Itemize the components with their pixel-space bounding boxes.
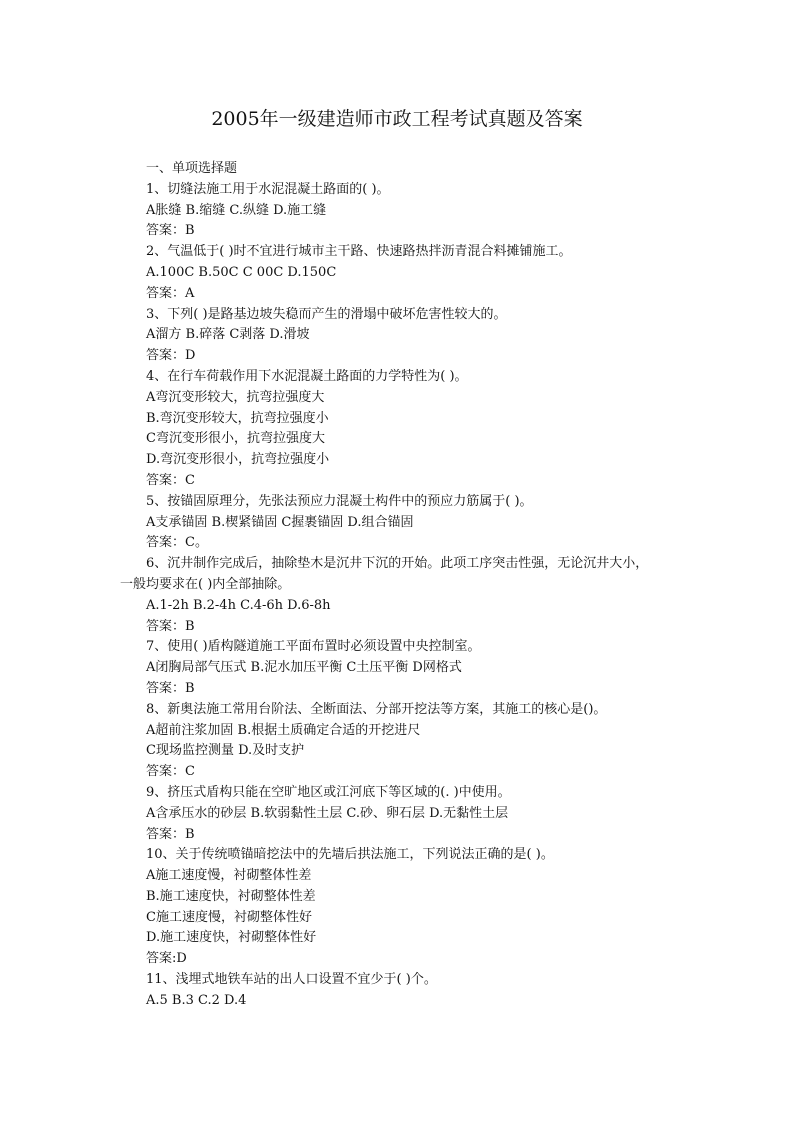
document-line: A.5 B.3 C.2 D.4 xyxy=(146,992,247,1008)
document-line: 答案:D xyxy=(146,951,187,967)
document-line: 1、切缝法施工用于水泥混凝土路面的( )。 xyxy=(146,181,390,197)
document-line: 答案：D xyxy=(146,348,196,364)
document-line: B.弯沉变形较大，抗弯拉强度小 xyxy=(146,410,329,426)
document-line: 9、挤压式盾构只能在空旷地区或江河底下等区域的(. )中使用。 xyxy=(146,784,511,800)
document-line: A.1-2h B.2-4h C.4-6h D.6-8h xyxy=(146,597,331,613)
document-line: 答案：C。 xyxy=(146,535,208,551)
section-heading: 一、单项选择题 xyxy=(146,161,238,176)
document-line: A含承压水的砂层 B.软弱黏性土层 C.砂、卵石层 D.无黏性土层 xyxy=(146,805,509,821)
document-title: 2005年一级建造师市政工程考试真题及答案 xyxy=(211,108,583,130)
document-line: 答案：A xyxy=(146,285,195,301)
document-line: 8、新奥法施工常用台阶法、全断面法、分部开挖法等方案，其施工的核心是()。 xyxy=(146,701,607,717)
document-line: D.弯沉变形很小，抗弯拉强度小 xyxy=(146,452,330,468)
document-line: 答案：B xyxy=(146,223,195,239)
document-line: 4、在行车荷载作用下水泥混凝土路面的力学特性为( )。 xyxy=(146,368,468,384)
document-line: D.施工速度快，衬砌整体性好 xyxy=(146,930,317,946)
document-line: C弯沉变形很小，抗弯拉强度大 xyxy=(146,431,325,447)
document-line: B.施工速度快，衬砌整体性差 xyxy=(146,888,316,904)
document-line: 11、浅埋式地铁车站的出人口设置不宜少于( )个。 xyxy=(146,972,437,988)
document-line: 答案：B xyxy=(146,680,195,696)
document-line: A施工速度慢，衬砌整体性差 xyxy=(146,868,312,884)
document-line: 2、气温低于( )时不宜进行城市主干路、快速路热拌沥青混合料摊铺施工。 xyxy=(146,244,572,260)
document-line: 答案：C xyxy=(146,764,195,780)
document-line: 5、按锚固原理分，先张法预应力混凝土构件中的预应力筋属于( )。 xyxy=(146,493,533,509)
document-line: A支承锚固 B.楔紧锚固 C握裹锚固 D.组合锚固 xyxy=(146,514,414,530)
document-line: 答案：C xyxy=(146,472,195,488)
document-line: 答案：B xyxy=(146,618,195,634)
document-line: 6、沉井制作完成后，抽除垫木是沉井下沉的开始。此项工序突击性强，无论沉井大小， xyxy=(146,556,649,572)
document-line: 7、使用( )盾构隧道施工平面布置时必须设置中央控制室。 xyxy=(146,639,481,655)
document-line: A弯沉变形较大，抗弯拉强度大 xyxy=(146,389,325,405)
document-line: C现场监控测量 D.及时支护 xyxy=(146,743,305,759)
document-line: 一般均要求在( )内全部抽除。 xyxy=(120,576,291,592)
document-line: 答案：B xyxy=(146,826,195,842)
document-line: 10、关于传统喷锚暗挖法中的先墙后拱法施工，下列说法正确的是( )。 xyxy=(146,847,554,863)
document-line: 3、下列( )是路基边坡失稳而产生的滑塌中破坏危害性较大的。 xyxy=(146,306,507,322)
document-line: A.100C B.50C C 00C D.150C xyxy=(146,264,337,280)
document-line: A胀缝 B.缩缝 C.纵缝 D.施工缝 xyxy=(146,202,327,218)
document-line: A闭胸局部气压式 B.泥水加压平衡 C土压平衡 D网格式 xyxy=(146,660,462,676)
document-line: A溜方 B.碎落 C剥落 D.滑坡 xyxy=(146,327,310,343)
document-line: A超前注浆加固 B.根据土质确定合适的开挖进尺 xyxy=(146,722,421,738)
document-body xyxy=(120,159,720,1012)
document-line: C施工速度慢，衬砌整体性好 xyxy=(146,909,312,925)
